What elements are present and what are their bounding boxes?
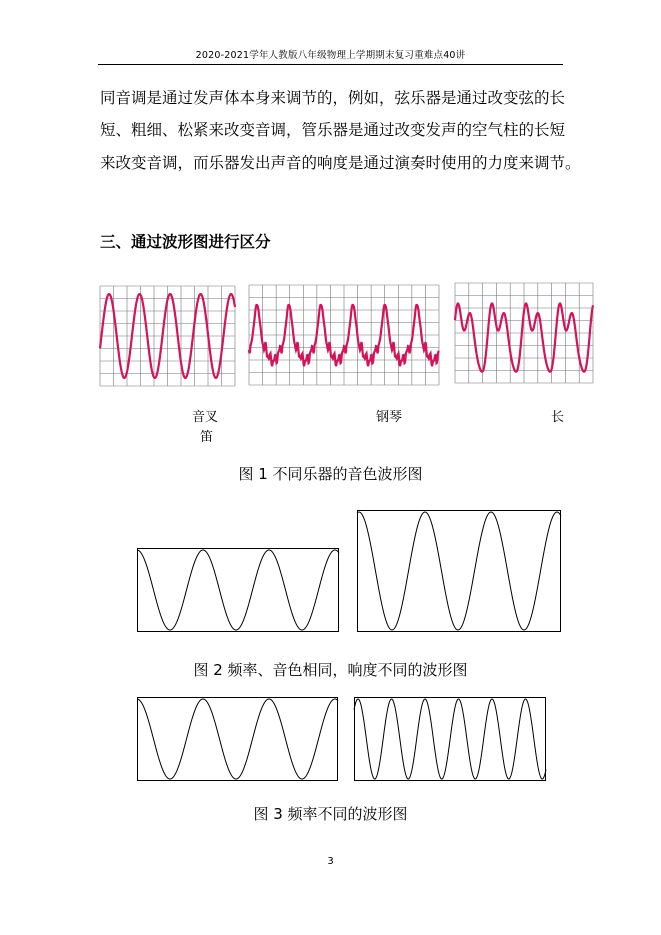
tuning-fork-label: 音叉 [192,410,219,425]
low-frequency-wave [137,699,338,779]
paragraph-line-2: 短、粗细、松紧来改变音调，管乐器是通过改变发声的空气柱的长短 [100,121,566,139]
paragraph-line-1: 同音调是通过发声体本身来调节的，例如，弦乐器是通过改变弦的长 [100,89,566,107]
high-amplitude-waveform [357,510,561,632]
low-amplitude-waveform [137,548,339,632]
piano-waveform [249,285,439,385]
high-amplitude-wave [357,512,561,630]
low-amplitude-wave [137,550,339,630]
figure-1-caption: 图 1 不同乐器的音色波形图 [238,465,423,483]
page-header: 2020-2021学年人教版八年级物理上学期期末复习重难点40讲 [195,50,466,61]
header-divider [98,64,563,65]
flute-label-part2: 笛 [200,430,214,445]
section-heading: 三、通过波形图进行区分 [100,233,271,251]
flute-label-part1: 长 [551,410,565,425]
page-number: 3 [327,856,334,867]
waveform-grid [249,285,439,385]
low-frequency-waveform [137,697,338,781]
waveform-grid [455,283,593,383]
piano-label: 钢琴 [376,410,403,425]
paragraph-line-3: 来改变音调，而乐器发出声音的响度是通过演奏时使用的力度来调节。 [100,154,581,172]
high-frequency-wave [354,699,546,779]
figure-2-caption: 图 2 频率、音色相同，响度不同的波形图 [193,661,468,679]
tuning-fork-waveform [100,286,235,386]
high-frequency-waveform [354,697,546,781]
figure-3-caption: 图 3 频率不同的波形图 [253,805,408,823]
flute-waveform [455,283,593,383]
